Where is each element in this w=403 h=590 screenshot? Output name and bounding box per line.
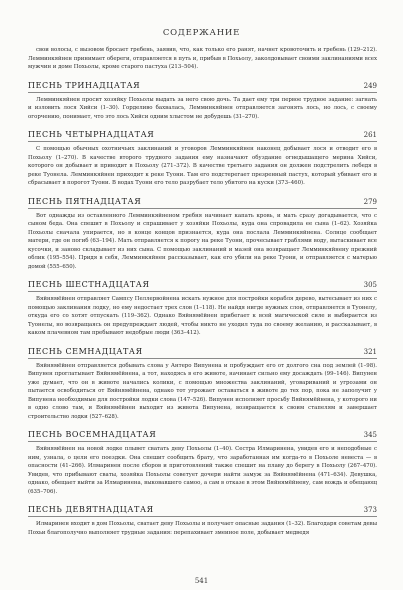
chapter-page-number: 373 [363,506,377,514]
chapter-title: ПЕСНЬ ДЕВЯТНАДЦАТАЯ [28,505,154,514]
chapter-heading [28,79,377,93]
chapter-summary: Вяйнямёйнен отправляет Сампсу Пеллервойнена искать нужное для постройки корабля дерево, вытесывает из них с помощью заклинания лодку, но ему недостает трех слов (1–118). Не найдя нигде нужных слов, отправляется в Туонелу, откуда его со хотят отпускать (119–362). Однако Вяйнямёйнен прибегает к всей магической силе и выбирается из Туонелы, но возвращаясь он предупреждает людей, чтобы никто не уходил туда по своему желанию, и рассказывает, в каком плачевном там пребывают недобрые люди (363–412). [28,296,377,336]
page-number: 541 [194,577,209,585]
chapter-page-number: 279 [363,197,377,206]
chapter-summary: Вот однажды из оставленного Лемминкяйненом гребня начинает капать кровь, и мать сразу догадывается, что с сыном беда. Она спешит в Похьолу и спрашивает у хозяйки Похьолы, куда она спровадила ее сына (1–62). Хозяйка Похьолы сначала упирается, но в конце концов признается, куда она послала Лемминкяйнена. Солнце сообщает матери, где он погиб (63–194). Мать отправляется к порогу на реке Туони, прочесывает граблями воду, вытаскивает все кусочки, и заново складывает из них сына. С помощью заклинаний и мазей она возвращает Лемминкяйнену прежний облик (195–554). Придя в себя, Лемминкяйнен рассказывает, как его убили на реке Туони, и отправляется с матерью домой (555–650). [28,212,377,270]
page-header: СОДЕРЖАНИЕ [162,28,241,38]
chapter-heading [28,345,377,359]
chapter-summary: Лемминкяйнен просит хозяйку Похьолы выдать за него свою дочь. Та дает ему три первое трудное задание: загнать и изловить лося Хийси (1–30). Горделиво бахвалась, Лемминкяйнен отправляется загонять лось, но лось, с своему огорчению, понимает, что это лось Хийси одним хлыстом не добудешь (31–270). [28,96,377,120]
chapter-title: ПЕСНЬ ШЕСТНАДЦАТАЯ [28,280,150,289]
chapter-page-number: 345 [363,431,377,439]
chapter-title: ПЕСНЬ ТРИНАДЦАТАЯ [28,80,141,90]
intro-paragraph: свои волосы, с вызовом бросает гребень, заявив, что, как только его ранят, начнет кровоточить и гребень (129–212). Лемминкяйнен принимает обереги, отправляется в путь и, прибыв в Похьолу, заколдовывает своими заклинаниями всех мужчин и доме Похьолы, кроме старого пастуха (213–504). [28,47,377,70]
chapter-heading [28,278,377,292]
chapter-title: ПЕСНЬ СЕМНАДЦАТАЯ [28,346,143,356]
chapter-title: ПЕСНЬ ПЯТНАДЦАТАЯ [28,196,142,206]
chapter-heading [28,128,377,142]
chapter-title: ПЕСНЬ ВОСЕМНАДЦАТАЯ [28,430,157,439]
chapter-summary: Вяйнямёйнен отправляется добывать слова у Антеро Випунена и пробуждает его от долгого сна под землей (1–98). Випунен проглатывает Вяйнямёйнена, а тот, находясь в его животе, начинает сильно ему досаждать (99–146). Випунен уже думает, что он в животе начались колики, с помощью множества заклинаний, уговариваний и угрозами он пытается освободиться от Вяйнямёйнена, однако тот угрожает оставаться в животе до тех пор, пока не заполучит у Випунена необходимые для постройки лодки слова (147–526). Випунен исполняет просьбу Вяйнямёйнена, у которого ни в одно слово там, и Вяйнямёйнен выходит из живота Випунена, возвращается к своим стапелям и завершает строительство лодки (527–628). [28,362,377,420]
chapter-page-number: 249 [363,81,377,90]
chapter-page-number: 305 [363,281,377,289]
chapter-page-number: 321 [363,347,377,356]
chapter-heading [28,195,377,209]
contents-body [28,46,377,537]
chapter-summary: С помощью обычных охотничьих заклинаний и уговоров Лемминкяйнен наконец добывает лося и отводит его в Похьолу (1–270). В качестве второго трудного задания ему назначают обуздание огнедышащего мерина Хийси, которого он добывает и приводит в Похьолу (271–372). В качестве третьего задания он должен подстрелить лебедя в реке Туонела. Лемминкяйнен приходит к реке Туони. Там его подстерегает презренный пастух, который убивает его и сбрасывает в порогот Туони. В водах Туони его тело разрубает тело убитого на куски (373–460). [28,146,377,186]
chapter-heading [28,428,377,442]
chapter-title: ПЕСНЬ ЧЕТЫРНАДЦАТАЯ [28,130,155,139]
chapter-heading [28,503,377,517]
chapter-summary: Вяйнямёйнен на новой лодке плывет сватать деву Похьолы (1–40). Сестра Илмаринена, увидев его и неподобные с ним, узнала, о цели его поездки. Она спешит сообщить брату, что заработанная им когда-то в Похьоле невеста — в опасности (41–266). Илмаринен после сборов и приготовлений также спешит на плаву до берегу в Похьолу (267–470). Увидев, что прибывают сваты, хозяйка Похьолы советует дочери найти замуж за Вяйнямёйнена (471–634). Девушка, однако, обещает выйти за Илмаринена, выковавшего самоо, а сам в отказе в этом Вяйнямёйнену, сам вождь и обещающ (635–706). [28,446,377,495]
chapter-summary: Илмаринен входит в дом Похьолы, сватает деву Похьолы и получает опасные задания (1–32). Благодаря советам девы Похьи благополучно выполняет трудные задания: перепахивает змеиное поле, добывает медведя [28,521,377,536]
chapter-page-number: 261 [363,131,377,139]
